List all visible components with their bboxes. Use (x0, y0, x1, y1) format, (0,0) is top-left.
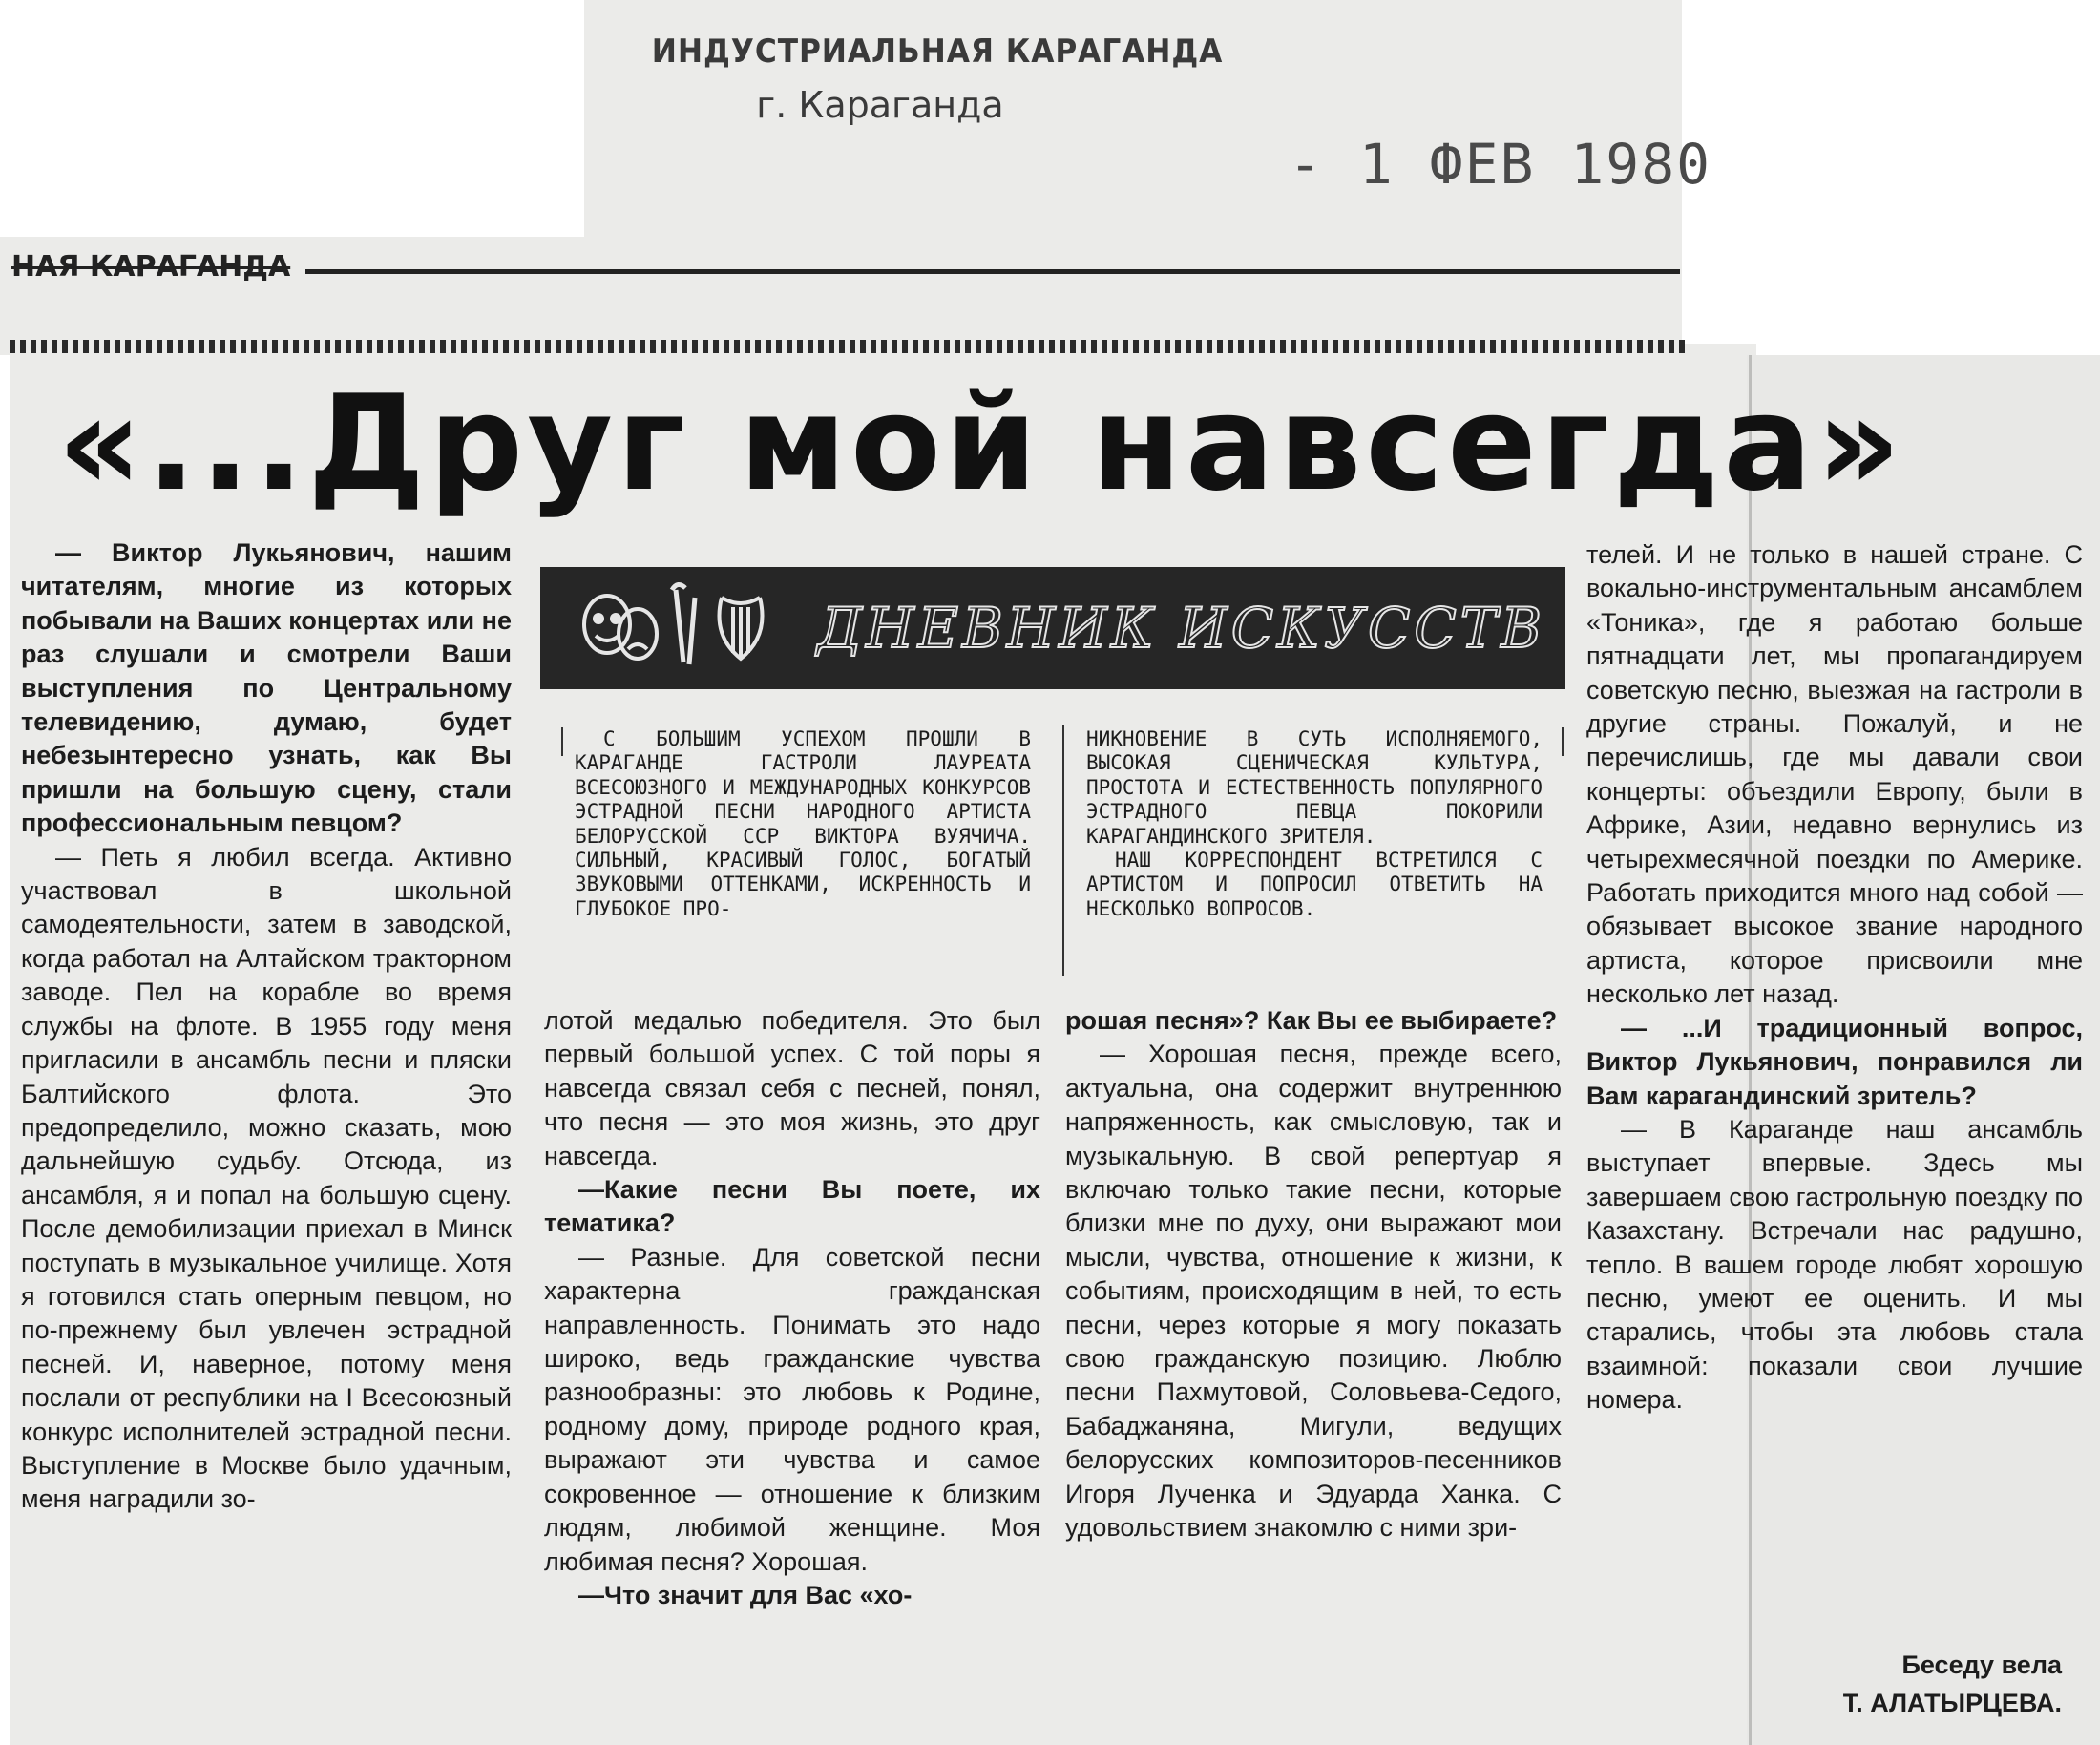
lead-paragraph: НАШ КОРРЕСПОНДЕНТ ВСТРЕТИЛСЯ С АРТИСТОМ И ПОПРОСИЛ ОТВЕТИТЬ НА НЕСКОЛЬКО ВОПРОСОВ. (1086, 849, 1543, 920)
article-column-1 (21, 536, 512, 1517)
rubric-icons (569, 578, 798, 678)
lead-column-1 (575, 727, 1031, 921)
article-column-4 (1586, 538, 2083, 1418)
masthead-rule (305, 269, 1680, 274)
author-name: Т. АЛАТЫРЦЕВА. (1842, 1689, 2062, 1717)
interview-question: —Что значит для Вас «хо- (578, 1580, 913, 1609)
interview-answer: — Петь я любил всегда. Активно участвовал в школьной самодеятельности, затем в заводской, когда работал на Алтайском тракторном заводе. Пел на корабле во время службы на флоте. В 1955 году меня пригласили в ансамбль песни и пляски Балтийского флота. Это предопределило, можно сказать, мою дальнейшую судьбу. Отсюда, из ансамбля, я и попал на большую сцену. После демобилизации приехал в Минск поступать в музыкальное училище. Хотя я готовился стать оперным певцом, но по-прежнему был увлечен эстрадной песней. И, наверное, потому меня послали от республики на I Всесоюзный конкурс исполнителей эстрадной песни. Выступление в Москве было удачным, меня наградили зо- (21, 842, 512, 1514)
paintbrush-icon (672, 584, 695, 664)
dotted-separator (10, 340, 1690, 353)
lead-frame-left (561, 727, 563, 756)
interview-answer: — В Караганде наш ансамбль выступает впервые. Здесь мы завершаем свою гастрольную поездку по Казахстану. Встречали нас радушно, тепло. В вашем городе любят хорошую песню, умеют ее оценить. И мы старались, чтобы эта любовь стала взаимной: показали свои лучшие номера. (1586, 1114, 2083, 1415)
signoff-label: Беседу вела (1901, 1650, 2062, 1679)
stamp-newspaper-name: ИНДУСТРИАЛЬНАЯ КАРАГАНДА (651, 32, 1224, 71)
rubric-title: ДНЕВНИК ИСКУССТВ (817, 596, 1546, 661)
newspaper-masthead: НАЯ КАРАГАНДА (11, 250, 291, 284)
lead-frame-right (1562, 727, 1564, 756)
lead-paragraph: С БОЛЬШИМ УСПЕХОМ ПРОШЛИ В КАРАГАНДЕ ГАСТРОЛИ ЛАУРЕАТА ВСЕСОЮЗНОГО И МЕЖДУНАРОДНЫХ КОНКУРСОВ ЭСТРАДНОЙ ПЕСНИ НАРОДНОГО АРТИСТА БЕЛОРУССКОЙ ССР ВИКТОРА ВУЯЧИЧА. СИЛЬНЫЙ, КРАСИВЫЙ ГОЛОС, БОГАТЫЙ ЗВУКОВЫМИ ОТТЕНКАМИ, ИСКРЕННОСТЬ И ГЛУБОКОЕ ПРО- (575, 727, 1031, 920)
theater-masks-icon (584, 596, 657, 659)
lead-column-separator (1062, 725, 1064, 976)
article-column-3 (1065, 1004, 1562, 1545)
lead-box (561, 718, 1564, 983)
article-headline: «...Друг мой навсегда» (57, 367, 1905, 520)
stamp-city: г. Караганда (756, 84, 1004, 126)
lyre-icon (720, 598, 763, 659)
interview-answer: лотой медалью победителя. Это был первый большой успех. С той поры я навсегда связал себя с песней, понял, что песня — это моя жизнь, это друг навсегда. (544, 1006, 1040, 1170)
interview-question: — ...И традиционный вопрос, Виктор Лукьянович, понравился ли Вам карагандинский зритель? (1586, 1013, 2083, 1110)
article-column-2 (544, 1004, 1040, 1612)
interview-question: —Какие песни Вы поете, их тематика? (544, 1175, 1040, 1238)
interview-question: — Виктор Лукьянович, нашим читателям, многие из которых побывали на Ваших концертах или не раз слушали и смотрели Ваши выступления по Центральному телевидению, думаю, будет небезынтересно узнать, как Вы пришли на большую сцену, стали профессиональным певцом? (21, 538, 512, 838)
article-signoff (1756, 1646, 2062, 1722)
interview-answer: — Разные. Для советской песни характерна гражданская направленность. Понимать это надо широко, ведь гражданские чувства разнообразны: это любовь к Родине, родному дому, природе родного края, выражают эти чувства и самое сокровенное — отношение к близким людям, любимой женщине. Моя любимая песня? Хорошая. (544, 1242, 1040, 1576)
interview-answer: телей. И не только в нашей стране. С вокально-инструментальным ансамблем «Тоника», где я работаю больше пятнадцати лет, мы пропагандируем советскую песню, выезжая на гастроли в другие страны. Пожалуй, и не перечислишь, где мы давали свои концерты: объездили Европу, были в Африке, Азии, недавно вернулись из четырехмесячной поездки по Америке. Работать приходится много над собой — обязывает высокое звание народного артиста, которое присвоили мне несколько лет назад. (1586, 540, 2083, 1009)
lead-column-2 (1086, 727, 1543, 921)
lead-paragraph: НИКНОВЕНИЕ В СУТЬ ИСПОЛНЯЕМОГО, ВЫСОКАЯ СЦЕНИЧЕСКАЯ КУЛЬТУРА, ПРОСТОТА И ЕСТЕСТВЕННОСТЬ ПОПУЛЯРНОГО ЭСТРАДНОГО ПЕВЦА ПОКОРИЛИ КАРАГАНДИНСКОГО ЗРИТЕЛЯ. (1086, 727, 1543, 848)
interview-answer: — Хорошая песня, прежде всего, актуальна, она содержит внутреннюю напряженность, как смысловую, так и музыкальную. В свой репертуар я включаю только такие песни, которые близки мне по духу, они выражают мои мысли, чувства, отношение к жизни, к событиям, происходящим в ней, то есть песни, через которые я могу показать свою гражданскую позицию. Люблю песни Пахмутовой, Соловьева-Седого, Бабаджаняна, Мигули, ведущих белорусских композиторов-песенников Игоря Лученка и Эдуарда Ханка. С удовольствием знакомлю с ними зри- (1065, 1040, 1562, 1543)
stamp-date: - 1 ФЕВ 1980 (1289, 132, 1712, 197)
interview-question: рошая песня»? Как Вы ее выбираете? (1065, 1006, 1558, 1035)
rubric-banner (540, 567, 1565, 689)
